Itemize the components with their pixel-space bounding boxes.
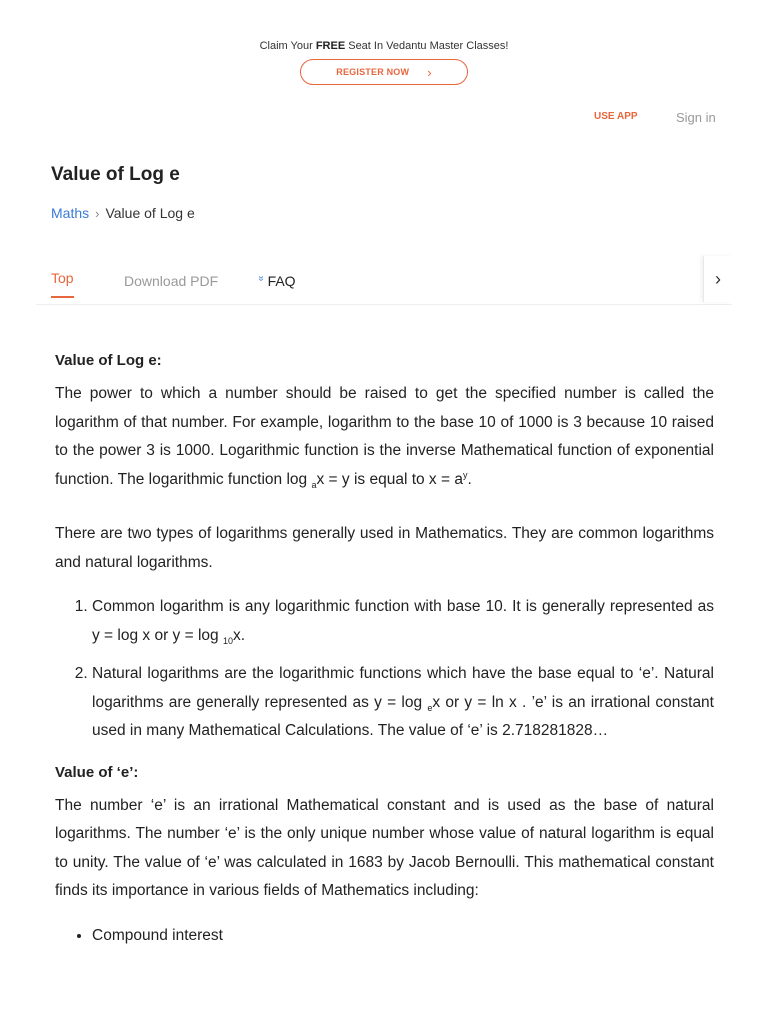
list-item-text: x.: [232, 626, 246, 644]
tab-faq[interactable]: [255, 273, 296, 289]
chevron-right-icon: ›: [715, 268, 721, 289]
list-item-text: Natural logarithms are the logarithmic functions which have the base equal to ‘e’. Natural logarithms are generally represented as y = log: [92, 665, 714, 711]
article-content: [55, 348, 714, 950]
page-title: Value of Log e: [51, 164, 180, 185]
list-item-text: Common logarithm is any logarithmic function with base 10. It is generally represented as y = log x or y = log: [92, 598, 714, 644]
applications-list: [55, 922, 714, 951]
page-tabs: [36, 256, 732, 305]
paragraph-intro: [55, 380, 714, 494]
promo-banner: [0, 40, 768, 52]
list-item-text: x or y = ln x . ’e’ is an irrational constant used in many Mathematical Calculations. The value of ‘e’ is 2.718281828…: [92, 693, 714, 739]
promo-text-suffix: Seat In Vedantu Master Classes!: [345, 40, 509, 52]
register-now-button[interactable]: [300, 59, 468, 85]
logarithm-types-list: [55, 593, 714, 746]
promo-text-prefix: Claim Your: [259, 40, 316, 52]
tab-download-pdf[interactable]: Download PDF: [124, 273, 219, 289]
paragraph-text: x = y is equal to x = a: [316, 470, 463, 488]
list-item: [92, 660, 714, 746]
use-app-link[interactable]: USE APP: [594, 111, 638, 122]
tab-top[interactable]: Top: [51, 270, 74, 298]
section-heading-value-of-e: Value of ‘e’:: [55, 763, 139, 781]
sign-in-link[interactable]: Sign in: [676, 110, 716, 125]
subscript-a: a: [311, 479, 317, 490]
superscript-y: y: [462, 469, 468, 480]
paragraph-text: The power to which a number should be raised to get the specified number is called the logarithm of that number. For example, logarithm to the base 10 of 1000 is 3 because 10 raised to the power 3 is 1000. Logarithmic function is the inverse Mathematical function of exponential function. The logarithmic function log: [55, 385, 714, 488]
paragraph-value-of-e: The number ‘e’ is an irrational Mathematical constant and is used as the base of natural logarithms. The number ‘e’ is the only unique number whose value of natural logarithm is equal to unity. The value of ‘e’ was calculated in 1683 by Jacob Bernoulli. This mathematical constant finds its importance in various fields of Mathematics including:: [55, 796, 714, 899]
section-heading-value-of-log-e: Value of Log e:: [55, 352, 162, 369]
subscript-e: e: [427, 702, 433, 713]
chevron-right-icon: ›: [427, 64, 432, 80]
tab-faq-label: FAQ: [267, 273, 296, 289]
list-item: [92, 593, 714, 650]
breadcrumb-separator-icon: ›: [95, 205, 100, 221]
breadcrumb-current: Value of Log e: [105, 205, 195, 221]
register-now-label: REGISTER NOW: [336, 67, 410, 77]
subscript-10: 10: [222, 635, 233, 646]
paragraph-types: There are two types of logarithms generally used in Mathematics. They are common logarithms and natural logarithms.: [55, 525, 714, 571]
breadcrumb-maths-link[interactable]: Maths: [51, 205, 90, 221]
paragraph-text: .: [467, 470, 472, 488]
double-chevron-down-icon: »: [255, 275, 267, 281]
list-item: • Compound interest: [92, 922, 714, 951]
tabs-scroll-right-button[interactable]: [703, 256, 732, 302]
breadcrumb: [51, 205, 195, 221]
promo-highlight: FREE: [315, 40, 346, 52]
